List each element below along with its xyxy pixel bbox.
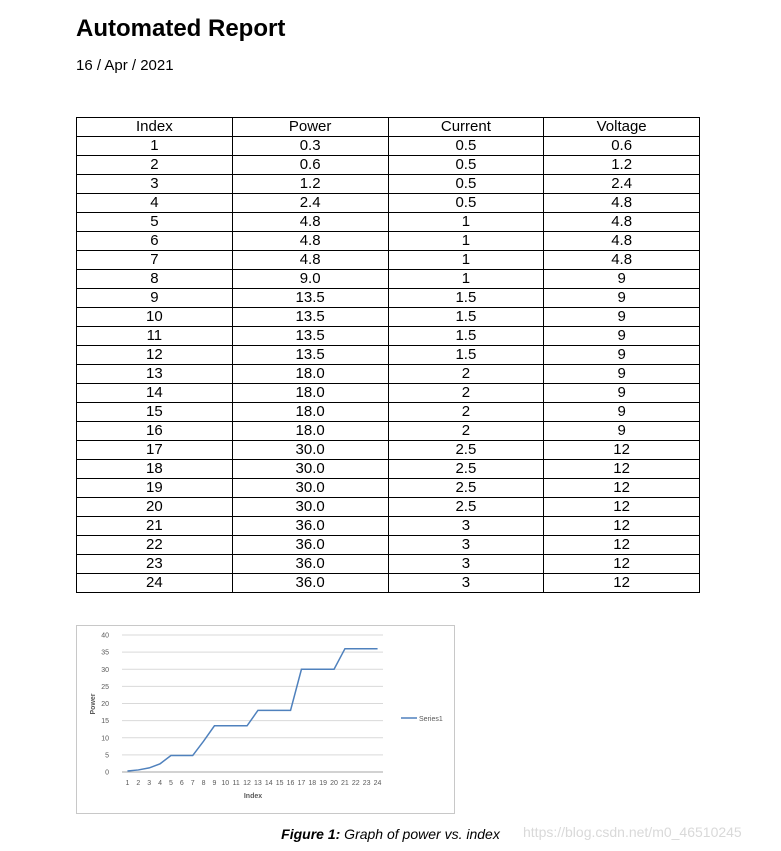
x-tick-label: 6 [179,780,184,787]
cell-index: 12 [77,346,233,365]
cell-index: 23 [77,555,233,574]
cell-index: 21 [77,517,233,536]
cell-voltage: 9 [544,270,700,289]
cell-current: 2 [388,365,544,384]
cell-power: 13.5 [232,346,388,365]
cell-index: 22 [77,536,233,555]
x-tick-label: 7 [190,780,195,787]
cell-voltage: 12 [544,479,700,498]
caption-label: Figure 1: [281,826,341,842]
report-title: Automated Report [76,15,286,42]
cell-voltage: 9 [544,384,700,403]
column-header-index: Index [77,118,233,137]
table-row [77,441,700,460]
cell-current: 1.5 [388,327,544,346]
table-row [77,498,700,517]
cell-power: 13.5 [232,308,388,327]
cell-power: 0.6 [232,156,388,175]
x-tick-label: 15 [275,780,284,787]
cell-index: 7 [77,251,233,270]
table-row [77,289,700,308]
cell-current: 2 [388,422,544,441]
table-row [77,213,700,232]
cell-voltage: 12 [544,536,700,555]
table-row [77,365,700,384]
cell-index: 6 [77,232,233,251]
cell-voltage: 9 [544,422,700,441]
y-tick-label: 15 [101,718,109,726]
x-tick-label: 22 [351,780,360,787]
cell-voltage: 9 [544,365,700,384]
cell-voltage: 9 [544,327,700,346]
cell-power: 36.0 [232,555,388,574]
cell-power: 36.0 [232,517,388,536]
x-tick-label: 5 [168,780,173,787]
chart-svg [77,626,454,813]
cell-current: 3 [388,555,544,574]
cell-power: 36.0 [232,574,388,593]
table-row [77,232,700,251]
table-row [77,270,700,289]
table-row [77,517,700,536]
table-row [77,479,700,498]
cell-current: 3 [388,536,544,555]
table-row [77,251,700,270]
x-tick-label: 14 [264,780,273,787]
cell-power: 30.0 [232,498,388,517]
cell-current: 2 [388,384,544,403]
cell-voltage: 12 [544,498,700,517]
table-row [77,346,700,365]
cell-current: 1.5 [388,308,544,327]
table-row [77,327,700,346]
cell-current: 2.5 [388,460,544,479]
y-tick-label: 35 [101,649,109,657]
cell-voltage: 12 [544,555,700,574]
cell-index: 16 [77,422,233,441]
column-header-voltage: Voltage [544,118,700,137]
cell-index: 19 [77,479,233,498]
cell-voltage: 12 [544,441,700,460]
cell-index: 20 [77,498,233,517]
table-row [77,536,700,555]
x-tick-label: 4 [158,780,163,787]
table-row [77,194,700,213]
cell-current: 2.5 [388,441,544,460]
cell-voltage: 2.4 [544,175,700,194]
data-table [76,117,700,593]
y-tick-label: 0 [105,769,109,777]
x-tick-label: 9 [212,780,217,787]
cell-index: 1 [77,137,233,156]
table-row [77,175,700,194]
cell-current: 0.5 [388,156,544,175]
table-row [77,384,700,403]
cell-current: 2 [388,403,544,422]
cell-voltage: 1.2 [544,156,700,175]
cell-index: 18 [77,460,233,479]
y-tick-label: 40 [101,632,109,640]
watermark: https://blog.csdn.net/m0_46510245 [523,824,742,840]
cell-voltage: 9 [544,346,700,365]
cell-voltage: 9 [544,308,700,327]
cell-voltage: 9 [544,289,700,308]
cell-index: 8 [77,270,233,289]
cell-power: 0.3 [232,137,388,156]
cell-power: 4.8 [232,213,388,232]
cell-index: 14 [77,384,233,403]
cell-power: 36.0 [232,536,388,555]
x-axis-label: Index [243,793,263,800]
x-tick-label: 21 [341,780,349,787]
cell-index: 10 [77,308,233,327]
cell-voltage: 0.6 [544,137,700,156]
cell-index: 17 [77,441,233,460]
x-tick-label: 1 [125,780,130,787]
cell-power: 13.5 [232,327,388,346]
y-tick-label: 30 [101,666,109,674]
cell-voltage: 12 [544,460,700,479]
table-row [77,156,700,175]
power-chart [76,625,455,814]
caption-text: Graph of power vs. index [340,826,500,842]
cell-current: 1 [388,251,544,270]
x-tick-label: 19 [319,780,328,787]
cell-current: 1.5 [388,346,544,365]
cell-index: 2 [77,156,233,175]
cell-voltage: 9 [544,403,700,422]
cell-power: 30.0 [232,441,388,460]
x-tick-label: 17 [297,780,306,787]
cell-power: 18.0 [232,422,388,441]
cell-index: 5 [77,213,233,232]
cell-index: 3 [77,175,233,194]
x-tick-label: 13 [254,780,262,787]
y-axis-label: Power [90,693,97,715]
table-row [77,403,700,422]
table-header-row [77,118,700,137]
x-tick-label: 8 [201,780,206,787]
report-date: 16 / Apr / 2021 [76,57,174,74]
cell-index: 11 [77,327,233,346]
y-tick-label: 10 [101,735,109,743]
table-row [77,574,700,593]
table-body [77,137,700,593]
table-row [77,308,700,327]
cell-power: 13.5 [232,289,388,308]
cell-current: 2.5 [388,479,544,498]
cell-index: 13 [77,365,233,384]
x-tick-label: 16 [286,780,295,787]
cell-current: 2.5 [388,498,544,517]
cell-index: 24 [77,574,233,593]
cell-index: 9 [77,289,233,308]
cell-power: 30.0 [232,460,388,479]
y-tick-label: 20 [101,701,109,708]
cell-voltage: 4.8 [544,213,700,232]
column-header-power: Power [232,118,388,137]
cell-power: 18.0 [232,403,388,422]
x-tick-label: 11 [232,780,240,787]
cell-power: 4.8 [232,232,388,251]
x-tick-label: 3 [147,780,152,787]
cell-current: 3 [388,574,544,593]
cell-voltage: 4.8 [544,251,700,270]
y-tick-label: 25 [101,683,109,691]
cell-power: 4.8 [232,251,388,270]
table-row [77,137,700,156]
legend-label: Series1 [419,716,443,723]
column-header-current: Current [388,118,544,137]
cell-voltage: 4.8 [544,194,700,213]
table-row [77,422,700,441]
x-tick-label: 20 [330,780,338,787]
cell-index: 15 [77,403,233,422]
series-line-series1 [127,649,377,771]
table-row [77,460,700,479]
cell-power: 2.4 [232,194,388,213]
cell-power: 30.0 [232,479,388,498]
cell-voltage: 12 [544,574,700,593]
cell-voltage: 4.8 [544,232,700,251]
x-tick-label: 12 [243,780,251,787]
cell-current: 0.5 [388,137,544,156]
table-row [77,555,700,574]
cell-power: 1.2 [232,175,388,194]
cell-current: 0.5 [388,175,544,194]
cell-current: 1 [388,213,544,232]
cell-current: 1.5 [388,289,544,308]
x-tick-label: 18 [308,780,317,787]
x-tick-label: 24 [373,780,382,787]
cell-index: 4 [77,194,233,213]
cell-power: 9.0 [232,270,388,289]
cell-current: 0.5 [388,194,544,213]
cell-power: 18.0 [232,384,388,403]
x-tick-label: 10 [221,780,230,787]
cell-current: 1 [388,232,544,251]
cell-power: 18.0 [232,365,388,384]
cell-current: 3 [388,517,544,536]
y-tick-label: 5 [105,752,109,760]
x-tick-label: 23 [362,780,371,787]
cell-voltage: 12 [544,517,700,536]
cell-current: 1 [388,270,544,289]
x-tick-label: 2 [136,780,141,787]
